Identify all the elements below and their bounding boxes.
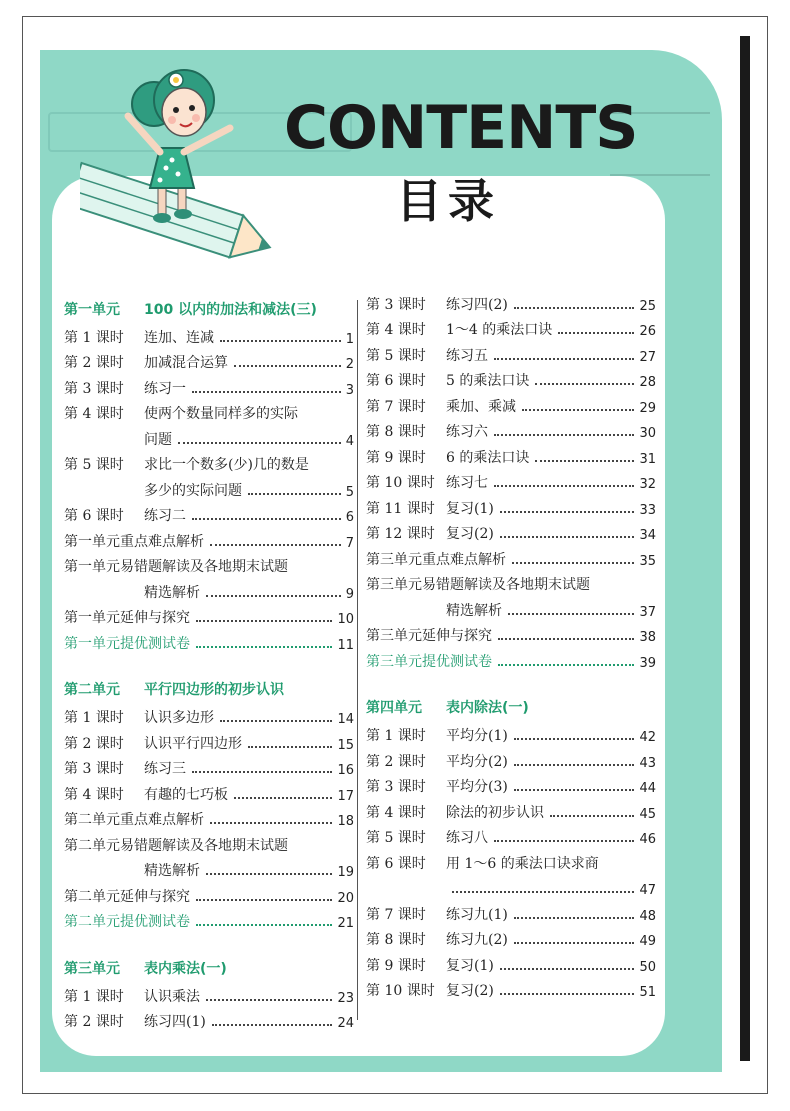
toc-entry[interactable] bbox=[64, 880, 354, 906]
page-number: 51 bbox=[639, 985, 656, 1000]
entry-title: 第二单元延伸与探究 bbox=[64, 888, 190, 905]
lesson-label: 第 3 课时 bbox=[64, 761, 124, 777]
entry-title: 1～4 的乘法口诀 bbox=[446, 322, 553, 338]
entry-title: 5 的乘法口诀 bbox=[446, 373, 530, 389]
dot-leader bbox=[192, 771, 332, 773]
dot-leader bbox=[220, 720, 332, 722]
toc-left-column bbox=[64, 296, 354, 1031]
lesson-label: 第 8 课时 bbox=[366, 424, 426, 440]
page-number: 6 bbox=[345, 510, 354, 525]
lesson-label: 第 12 课时 bbox=[366, 526, 435, 542]
toc-entry[interactable] bbox=[366, 949, 656, 975]
dot-leader bbox=[192, 518, 341, 520]
page-number: 21 bbox=[337, 916, 354, 931]
dot-leader bbox=[494, 840, 634, 842]
lesson-label: 第 3 课时 bbox=[366, 779, 426, 795]
entry-title: 第三单元提优测试卷 bbox=[366, 653, 492, 670]
dot-leader bbox=[206, 999, 332, 1001]
entry-title: 练习八 bbox=[446, 830, 488, 846]
lesson-label: 第 7 课时 bbox=[366, 398, 426, 415]
page-number: 48 bbox=[639, 908, 656, 924]
unit-label: 第一单元 bbox=[64, 301, 120, 318]
dot-leader bbox=[500, 511, 635, 513]
contents-title: CONTENTS bbox=[284, 93, 638, 163]
entry-title: 第二单元重点难点解析 bbox=[64, 812, 204, 828]
lesson-label: 第 4 课时 bbox=[366, 322, 426, 338]
entry-title-cont: 精选解析 bbox=[144, 863, 200, 879]
page-number: 45 bbox=[639, 806, 656, 822]
toc-entry[interactable] bbox=[366, 720, 656, 746]
unit-name: 平行四边形的初步认识 bbox=[144, 682, 284, 698]
entry-title: 第一单元提优测试卷 bbox=[64, 635, 190, 652]
page-number: 42 bbox=[639, 730, 656, 745]
page-number: 49 bbox=[639, 934, 656, 949]
dot-leader bbox=[196, 646, 332, 648]
page-number: 15 bbox=[337, 737, 354, 753]
dot-leader bbox=[248, 746, 332, 748]
entry-title: 第一单元重点难点解析 bbox=[64, 533, 204, 550]
entry-title: 第二单元提优测试卷 bbox=[64, 914, 190, 930]
lesson-label: 第 3 课时 bbox=[366, 296, 426, 313]
page-number: 9 bbox=[345, 586, 354, 602]
lesson-label: 第 5 课时 bbox=[366, 830, 426, 846]
toc-entry[interactable] bbox=[64, 1006, 354, 1032]
lesson-label: 第 9 课时 bbox=[366, 449, 426, 466]
toc-entry[interactable] bbox=[366, 339, 656, 365]
lesson-label: 第 10 课时 bbox=[366, 475, 435, 491]
entry-title-cont: 问题 bbox=[144, 431, 172, 448]
page-number: 30 bbox=[639, 426, 656, 441]
toc-entry[interactable] bbox=[366, 645, 656, 671]
toc-entry-line1 bbox=[366, 847, 656, 873]
lesson-label: 第 3 课时 bbox=[64, 380, 124, 397]
dot-leader bbox=[220, 340, 341, 342]
toc-entry[interactable] bbox=[366, 594, 656, 620]
dot-leader bbox=[196, 620, 332, 622]
toc-entry[interactable] bbox=[64, 525, 354, 551]
toc-entry[interactable] bbox=[64, 423, 354, 449]
toc-entry[interactable] bbox=[64, 906, 354, 932]
dot-leader bbox=[210, 822, 332, 824]
entry-title: 平均分(1) bbox=[446, 728, 508, 744]
lesson-label: 第 11 课时 bbox=[366, 500, 435, 517]
page-number: 19 bbox=[337, 865, 354, 880]
entry-title: 6 的乘法口诀 bbox=[446, 449, 530, 466]
entry-title: 复习(2) bbox=[446, 526, 494, 542]
toc-entry-line1 bbox=[64, 398, 354, 424]
toc-entry[interactable] bbox=[64, 321, 354, 347]
page-number: 39 bbox=[639, 655, 656, 671]
toc-entry[interactable] bbox=[64, 372, 354, 398]
lesson-label: 第 6 课时 bbox=[366, 373, 426, 389]
lesson-label: 第 2 课时 bbox=[366, 753, 426, 770]
lesson-label: 第 5 课时 bbox=[64, 457, 124, 473]
page-number: 11 bbox=[337, 637, 354, 653]
entry-title-cont: 精选解析 bbox=[144, 584, 200, 601]
toc-entry[interactable] bbox=[64, 500, 354, 526]
entry-title: 练习四(1) bbox=[144, 1014, 206, 1030]
toc-entry[interactable] bbox=[366, 796, 656, 822]
entry-title: 练习六 bbox=[446, 424, 488, 440]
page-number: 34 bbox=[639, 528, 656, 543]
dot-leader bbox=[512, 562, 634, 564]
toc-entry[interactable] bbox=[366, 543, 656, 569]
page-number: 4 bbox=[345, 433, 354, 449]
toc-entry[interactable] bbox=[366, 441, 656, 467]
toc-entry[interactable] bbox=[366, 518, 656, 544]
dot-leader bbox=[535, 383, 634, 385]
toc-entry[interactable] bbox=[64, 474, 354, 500]
page-number: 46 bbox=[639, 832, 656, 847]
entry-title: 练习九(2) bbox=[446, 932, 508, 948]
unit-name: 表内乘法(一) bbox=[144, 960, 227, 977]
page-number: 29 bbox=[639, 400, 656, 416]
toc-entry-line1 bbox=[64, 449, 354, 475]
lesson-label: 第 6 课时 bbox=[366, 855, 426, 872]
lesson-label: 第 4 课时 bbox=[64, 786, 124, 803]
page-number: 23 bbox=[337, 990, 354, 1006]
dot-leader bbox=[494, 434, 634, 436]
page-number: 18 bbox=[337, 814, 354, 829]
dot-leader bbox=[550, 815, 634, 817]
lesson-label: 第 7 课时 bbox=[366, 906, 426, 923]
dot-leader bbox=[514, 307, 635, 309]
toc-entry[interactable] bbox=[64, 778, 354, 804]
entry-title: 练习七 bbox=[446, 475, 488, 491]
dot-leader bbox=[500, 968, 635, 970]
book-spine bbox=[740, 36, 750, 1061]
page-number: 44 bbox=[639, 781, 656, 796]
page-number: 37 bbox=[639, 604, 656, 620]
entry-title: 认识多边形 bbox=[144, 710, 214, 726]
section-gap bbox=[64, 653, 354, 677]
dot-leader bbox=[514, 917, 635, 919]
page-number: 3 bbox=[345, 382, 354, 398]
contents-title-cn: 目录 bbox=[396, 174, 500, 228]
unit-heading bbox=[64, 677, 354, 702]
entry-title[interactable]: 第三单元易错题解读及各地期末试题 bbox=[366, 577, 590, 593]
entry-title: 除法的初步认识 bbox=[446, 804, 544, 821]
dot-leader bbox=[452, 891, 634, 893]
toc-right-column bbox=[366, 288, 656, 1000]
entry-title: 认识平行四边形 bbox=[144, 735, 242, 752]
entry-title: 平均分(2) bbox=[446, 753, 508, 770]
unit-name: 100 以内的加法和减法(三) bbox=[144, 301, 317, 318]
unit-heading bbox=[366, 695, 656, 720]
toc-entry[interactable] bbox=[366, 822, 656, 848]
entry-title: 第三单元延伸与探究 bbox=[366, 628, 492, 644]
entry-title: 练习三 bbox=[144, 761, 186, 777]
lesson-label: 第 1 课时 bbox=[64, 988, 124, 1005]
lesson-label: 第 1 课时 bbox=[64, 710, 124, 726]
entry-title: 有趣的七巧板 bbox=[144, 786, 228, 803]
toc-entry[interactable] bbox=[366, 492, 656, 518]
dot-leader bbox=[514, 764, 635, 766]
toc-entry[interactable] bbox=[366, 975, 656, 1001]
page-number: 24 bbox=[337, 1016, 354, 1031]
toc-entry[interactable] bbox=[64, 753, 354, 779]
unit-label: 第四单元 bbox=[366, 700, 422, 716]
entry-title[interactable]: 第一单元易错题解读及各地期末试题 bbox=[64, 559, 288, 575]
toc-entry[interactable] bbox=[366, 314, 656, 340]
toc-entry[interactable] bbox=[366, 771, 656, 797]
entry-title: 加减混合运算 bbox=[144, 355, 228, 371]
page-number: 17 bbox=[337, 788, 354, 804]
entry-title-cont: 多少的实际问题 bbox=[144, 482, 242, 499]
toc-entry[interactable] bbox=[64, 980, 354, 1006]
dot-leader bbox=[535, 460, 634, 462]
toc-entry[interactable] bbox=[64, 576, 354, 602]
unit-label: 第三单元 bbox=[64, 960, 120, 977]
entry-title: 复习(1) bbox=[446, 500, 494, 517]
page-number: 28 bbox=[639, 375, 656, 390]
dot-leader bbox=[210, 544, 341, 546]
section-gap bbox=[366, 671, 656, 695]
entry-title[interactable]: 求比一个数多(少)几的数是 bbox=[144, 457, 309, 473]
entry-title: 第三单元重点难点解析 bbox=[366, 551, 506, 568]
toc-entry[interactable] bbox=[366, 390, 656, 416]
entry-title-cont: 精选解析 bbox=[446, 602, 502, 619]
toc-entry[interactable] bbox=[366, 467, 656, 493]
page-number: 5 bbox=[345, 484, 354, 500]
lesson-label: 第 1 课时 bbox=[64, 329, 124, 346]
entry-title: 连加、连减 bbox=[144, 329, 214, 346]
dot-leader bbox=[212, 1024, 333, 1026]
entry-title: 第一单元延伸与探究 bbox=[64, 610, 190, 626]
toc-entry[interactable] bbox=[64, 347, 354, 373]
toc-entry[interactable] bbox=[366, 898, 656, 924]
dot-leader bbox=[196, 899, 332, 901]
lesson-label: 第 2 课时 bbox=[64, 1014, 124, 1030]
dot-leader bbox=[196, 924, 332, 926]
dot-leader bbox=[514, 942, 635, 944]
unit-heading bbox=[64, 296, 354, 321]
entry-title: 练习四(2) bbox=[446, 296, 508, 313]
entry-title: 复习(2) bbox=[446, 983, 494, 999]
page-number: 35 bbox=[639, 553, 656, 569]
dot-leader bbox=[514, 789, 635, 791]
dot-leader bbox=[494, 485, 634, 487]
page-number: 38 bbox=[639, 630, 656, 645]
page-number: 1 bbox=[345, 331, 354, 347]
toc-entry[interactable] bbox=[64, 727, 354, 753]
toc-entry[interactable] bbox=[64, 602, 354, 628]
entry-title[interactable]: 第二单元易错题解读及各地期末试题 bbox=[64, 837, 288, 854]
entry-title: 认识乘法 bbox=[144, 988, 200, 1005]
page-number: 16 bbox=[337, 763, 354, 778]
dot-leader bbox=[178, 442, 341, 444]
toc-entry[interactable] bbox=[366, 745, 656, 771]
dot-leader bbox=[234, 797, 332, 799]
unit-label: 第二单元 bbox=[64, 682, 120, 698]
lesson-label: 第 4 课时 bbox=[64, 406, 124, 422]
section-gap bbox=[64, 931, 354, 955]
lesson-label: 第 4 课时 bbox=[366, 804, 426, 821]
entry-title[interactable]: 用 1～6 的乘法口诀求商 bbox=[446, 855, 599, 872]
dot-leader bbox=[558, 332, 634, 334]
page-number: 50 bbox=[639, 959, 656, 975]
page-number: 33 bbox=[639, 502, 656, 518]
page-number: 2 bbox=[345, 357, 354, 372]
entry-title: 复习(1) bbox=[446, 957, 494, 974]
lesson-label: 第 10 课时 bbox=[366, 983, 435, 999]
toc-entry[interactable] bbox=[64, 804, 354, 830]
toc-entry[interactable] bbox=[366, 620, 656, 646]
toc-entry[interactable] bbox=[366, 288, 656, 314]
page-number: 25 bbox=[639, 298, 656, 314]
toc-entry[interactable] bbox=[366, 365, 656, 391]
toc-entry[interactable] bbox=[366, 873, 656, 899]
toc-entry-line1 bbox=[366, 569, 656, 595]
girl-on-pencil-illustration bbox=[80, 56, 280, 266]
entry-title: 练习一 bbox=[144, 380, 186, 397]
toc-entry[interactable] bbox=[64, 702, 354, 728]
lesson-label: 第 2 课时 bbox=[64, 735, 124, 752]
page-number: 7 bbox=[345, 535, 354, 551]
lesson-label: 第 5 课时 bbox=[366, 347, 426, 364]
toc-entry-line1 bbox=[64, 829, 354, 855]
toc-entry[interactable] bbox=[64, 855, 354, 881]
page-number: 43 bbox=[639, 755, 656, 771]
lesson-label: 第 1 课时 bbox=[366, 728, 426, 744]
toc-entry[interactable] bbox=[64, 627, 354, 653]
page-number: 26 bbox=[639, 324, 656, 339]
dot-leader bbox=[248, 493, 341, 495]
dot-leader bbox=[206, 595, 341, 597]
lesson-label: 第 2 课时 bbox=[64, 355, 124, 371]
dot-leader bbox=[522, 409, 634, 411]
dot-leader bbox=[500, 993, 635, 995]
unit-name: 表内除法(一) bbox=[446, 700, 529, 716]
lesson-label: 第 8 课时 bbox=[366, 932, 426, 948]
page-number: 20 bbox=[337, 890, 354, 906]
dot-leader bbox=[192, 391, 341, 393]
page-number: 14 bbox=[337, 712, 354, 727]
lesson-label: 第 6 课时 bbox=[64, 508, 124, 524]
column-divider bbox=[357, 300, 358, 1020]
entry-title: 平均分(3) bbox=[446, 779, 508, 795]
unit-heading bbox=[64, 955, 354, 980]
entry-title: 乘加、乘减 bbox=[446, 398, 516, 415]
dot-leader bbox=[514, 738, 635, 740]
lesson-label: 第 9 课时 bbox=[366, 957, 426, 974]
dot-leader bbox=[234, 365, 341, 367]
page-number: 32 bbox=[639, 477, 656, 492]
entry-title: 练习二 bbox=[144, 508, 186, 524]
entry-title: 练习五 bbox=[446, 347, 488, 364]
toc-entry[interactable] bbox=[366, 416, 656, 442]
page-number: 47 bbox=[639, 883, 656, 898]
entry-title[interactable]: 使两个数量同样多的实际 bbox=[144, 406, 298, 422]
dot-leader bbox=[508, 613, 634, 615]
dot-leader bbox=[206, 873, 332, 875]
toc-entry[interactable] bbox=[366, 924, 656, 950]
page-number: 31 bbox=[639, 451, 656, 467]
dot-leader bbox=[494, 358, 634, 360]
dot-leader bbox=[500, 536, 635, 538]
dot-leader bbox=[498, 664, 634, 666]
page-number: 27 bbox=[639, 349, 656, 365]
dot-leader bbox=[498, 638, 634, 640]
page-number: 10 bbox=[337, 612, 354, 627]
entry-title: 练习九(1) bbox=[446, 906, 508, 923]
toc-entry-line1 bbox=[64, 551, 354, 577]
